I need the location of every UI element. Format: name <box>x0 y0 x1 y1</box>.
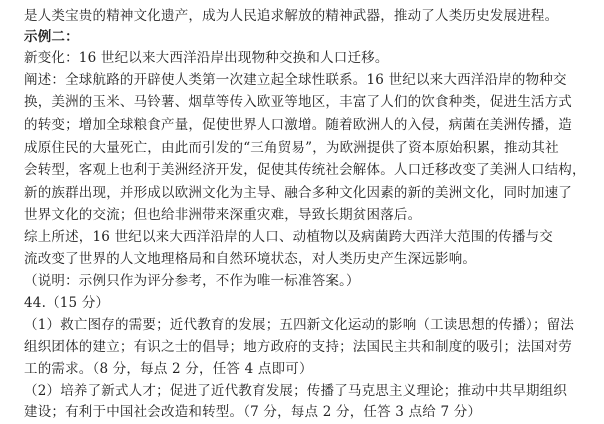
text-line: 阐述：全球航路的开辟使人类第一次建立起全球性联系。16 世纪以来大西洋沿岸的物种交 <box>24 72 567 88</box>
text-line: 新变化：16 世纪以来大西洋沿岸出现物种交换和人口迁移。 <box>24 50 389 66</box>
answer-line: （2）培养了新式人才；促进了近代教育发展；传播了马克思主义理论；推动中共早期组织 <box>24 383 568 399</box>
answer-line: 工的需求。（8 分，每点 2 分，任答 4 点即可） <box>24 361 313 377</box>
text-line: 流改变了世界的人文地理格局和自然环境状态，对人类历史产生深远影响。 <box>24 251 477 267</box>
text-line: 是人类宝贵的精神文化遗产，成为人民追求解放的精神武器，推动了人类历史发展进程。 <box>24 8 559 24</box>
answer-line: 组织团体的建立；有识之士的倡导；地方政府的支持；法国民主共和制度的吸引；法国对劳 <box>24 339 572 355</box>
text-line: 新的族群出现，并形成以欧洲文化为主导、融合多种文化因素的新的美洲文化，同时加速了 <box>24 185 572 201</box>
answer-line: （1）救亡图存的需要；近代教育的发展；五四新文化运动的影响（工读思想的传播）；留法 <box>24 317 575 333</box>
question-number: 44.（15 分） <box>24 295 110 311</box>
text-line: 综上所述，16 世纪以来大西洋沿岸的人口、动植物以及病菌跨大西洋大范围的传播与交 <box>24 229 553 245</box>
note-line: （说明：示例只作为评分参考，不作为唯一标准答案。） <box>24 273 360 289</box>
text-line: 世界文化的交流；但也给非洲带来深重灾难，导致长期贫困落后。 <box>24 207 422 223</box>
text-line: 会转型，客观上也利于美洲经济开发，促使其传统社会解体。人口迁移改变了美洲人口结构， <box>24 162 586 178</box>
answer-line: 建设；有利于中国社会改造和转型。（7 分，每点 2 分，任答 3 点给 7 分） <box>24 404 482 420</box>
text-line: 的转变；增加全球粮食产量，促使世界人口激增。随着欧洲人的入侵，病菌在美洲传播，造 <box>24 117 572 133</box>
text-line: 成原住民的大量死亡，由此而引发的“三角贸易”，为欧洲提供了资本原始积累，推动其社 <box>24 140 559 156</box>
example-heading: 示例二： <box>24 29 79 45</box>
text-line: 换，美洲的玉米、马铃薯、烟草等传入欧亚等地区，丰富了人们的饮食种类，促进生活方式 <box>24 94 572 110</box>
